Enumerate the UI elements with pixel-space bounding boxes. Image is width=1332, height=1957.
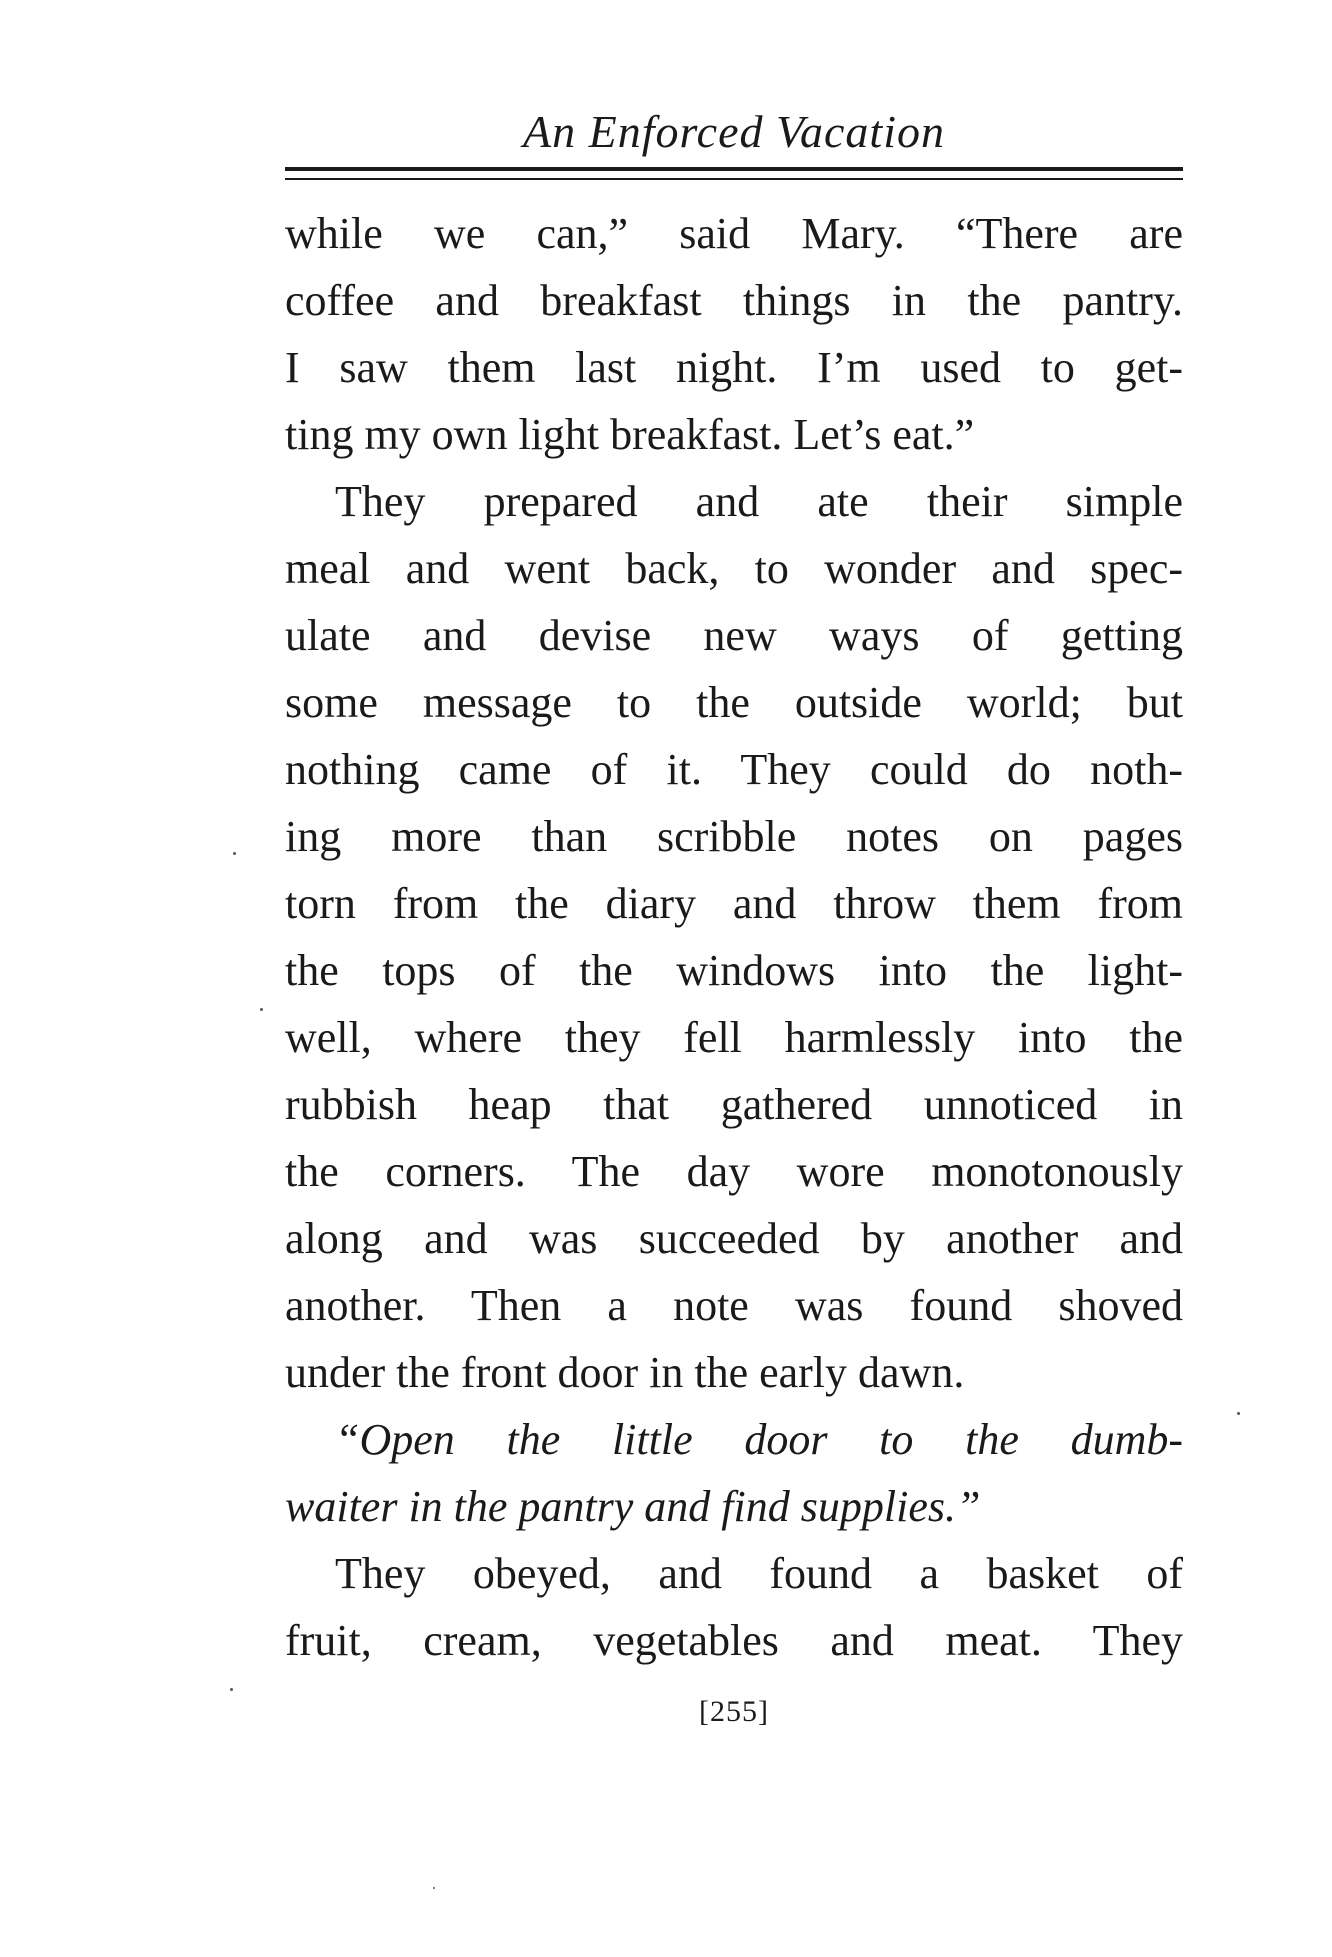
text-line-13: well, where they fell harmlessly into the xyxy=(285,1013,1183,1062)
header-rule-thick xyxy=(285,167,1183,171)
body-text xyxy=(285,200,1183,1674)
text-line-2: coffee and breakfast things in the pantry. xyxy=(285,276,1183,325)
text-line-6: meal and went back, to wonder and spec- xyxy=(285,544,1183,593)
text-line-17: another. Then a note was found shoved xyxy=(285,1281,1183,1330)
text-line-19: “Open the little door to the dumb- xyxy=(335,1415,1183,1464)
text-line-4: ting my own light breakfast. Let’s eat.” xyxy=(285,410,975,459)
running-head: An Enforced Vacation xyxy=(523,106,945,157)
scan-speck xyxy=(1237,1412,1240,1415)
text-line-21: They obeyed, and found a basket of xyxy=(335,1549,1183,1598)
text-line-5: They prepared and ate their simple xyxy=(335,477,1183,526)
text-line-18: under the front door in the early dawn. xyxy=(285,1348,965,1397)
text-line-15: the corners. The day wore monotonously xyxy=(285,1147,1183,1196)
text-line-8: some message to the outside world; but xyxy=(285,678,1183,727)
text-line-9: nothing came of it. They could do noth- xyxy=(285,745,1183,794)
text-line-1: while we can,” said Mary. “There are xyxy=(285,209,1183,258)
scan-speck xyxy=(230,1688,233,1691)
text-line-3: I saw them last night. I’m used to get- xyxy=(285,343,1183,392)
text-line-11: torn from the diary and throw them from xyxy=(285,879,1183,928)
text-line-12: the tops of the windows into the light- xyxy=(285,946,1183,995)
scan-speck xyxy=(260,1008,263,1011)
text-line-20: waiter in the pantry and find supplies.” xyxy=(285,1482,981,1531)
text-line-7: ulate and devise new ways of getting xyxy=(285,611,1183,660)
text-line-16: along and was succeeded by another and xyxy=(285,1214,1183,1263)
page-number: [255] xyxy=(699,1695,769,1728)
text-line-10: ing more than scribble notes on pages xyxy=(285,812,1183,861)
text-line-22: fruit, cream, vegetables and meat. They xyxy=(285,1616,1183,1665)
scan-speck xyxy=(433,1887,435,1889)
scan-speck xyxy=(233,852,236,855)
text-line-14: rubbish heap that gathered unnoticed in xyxy=(285,1080,1183,1129)
header-rule-thin xyxy=(285,178,1183,180)
